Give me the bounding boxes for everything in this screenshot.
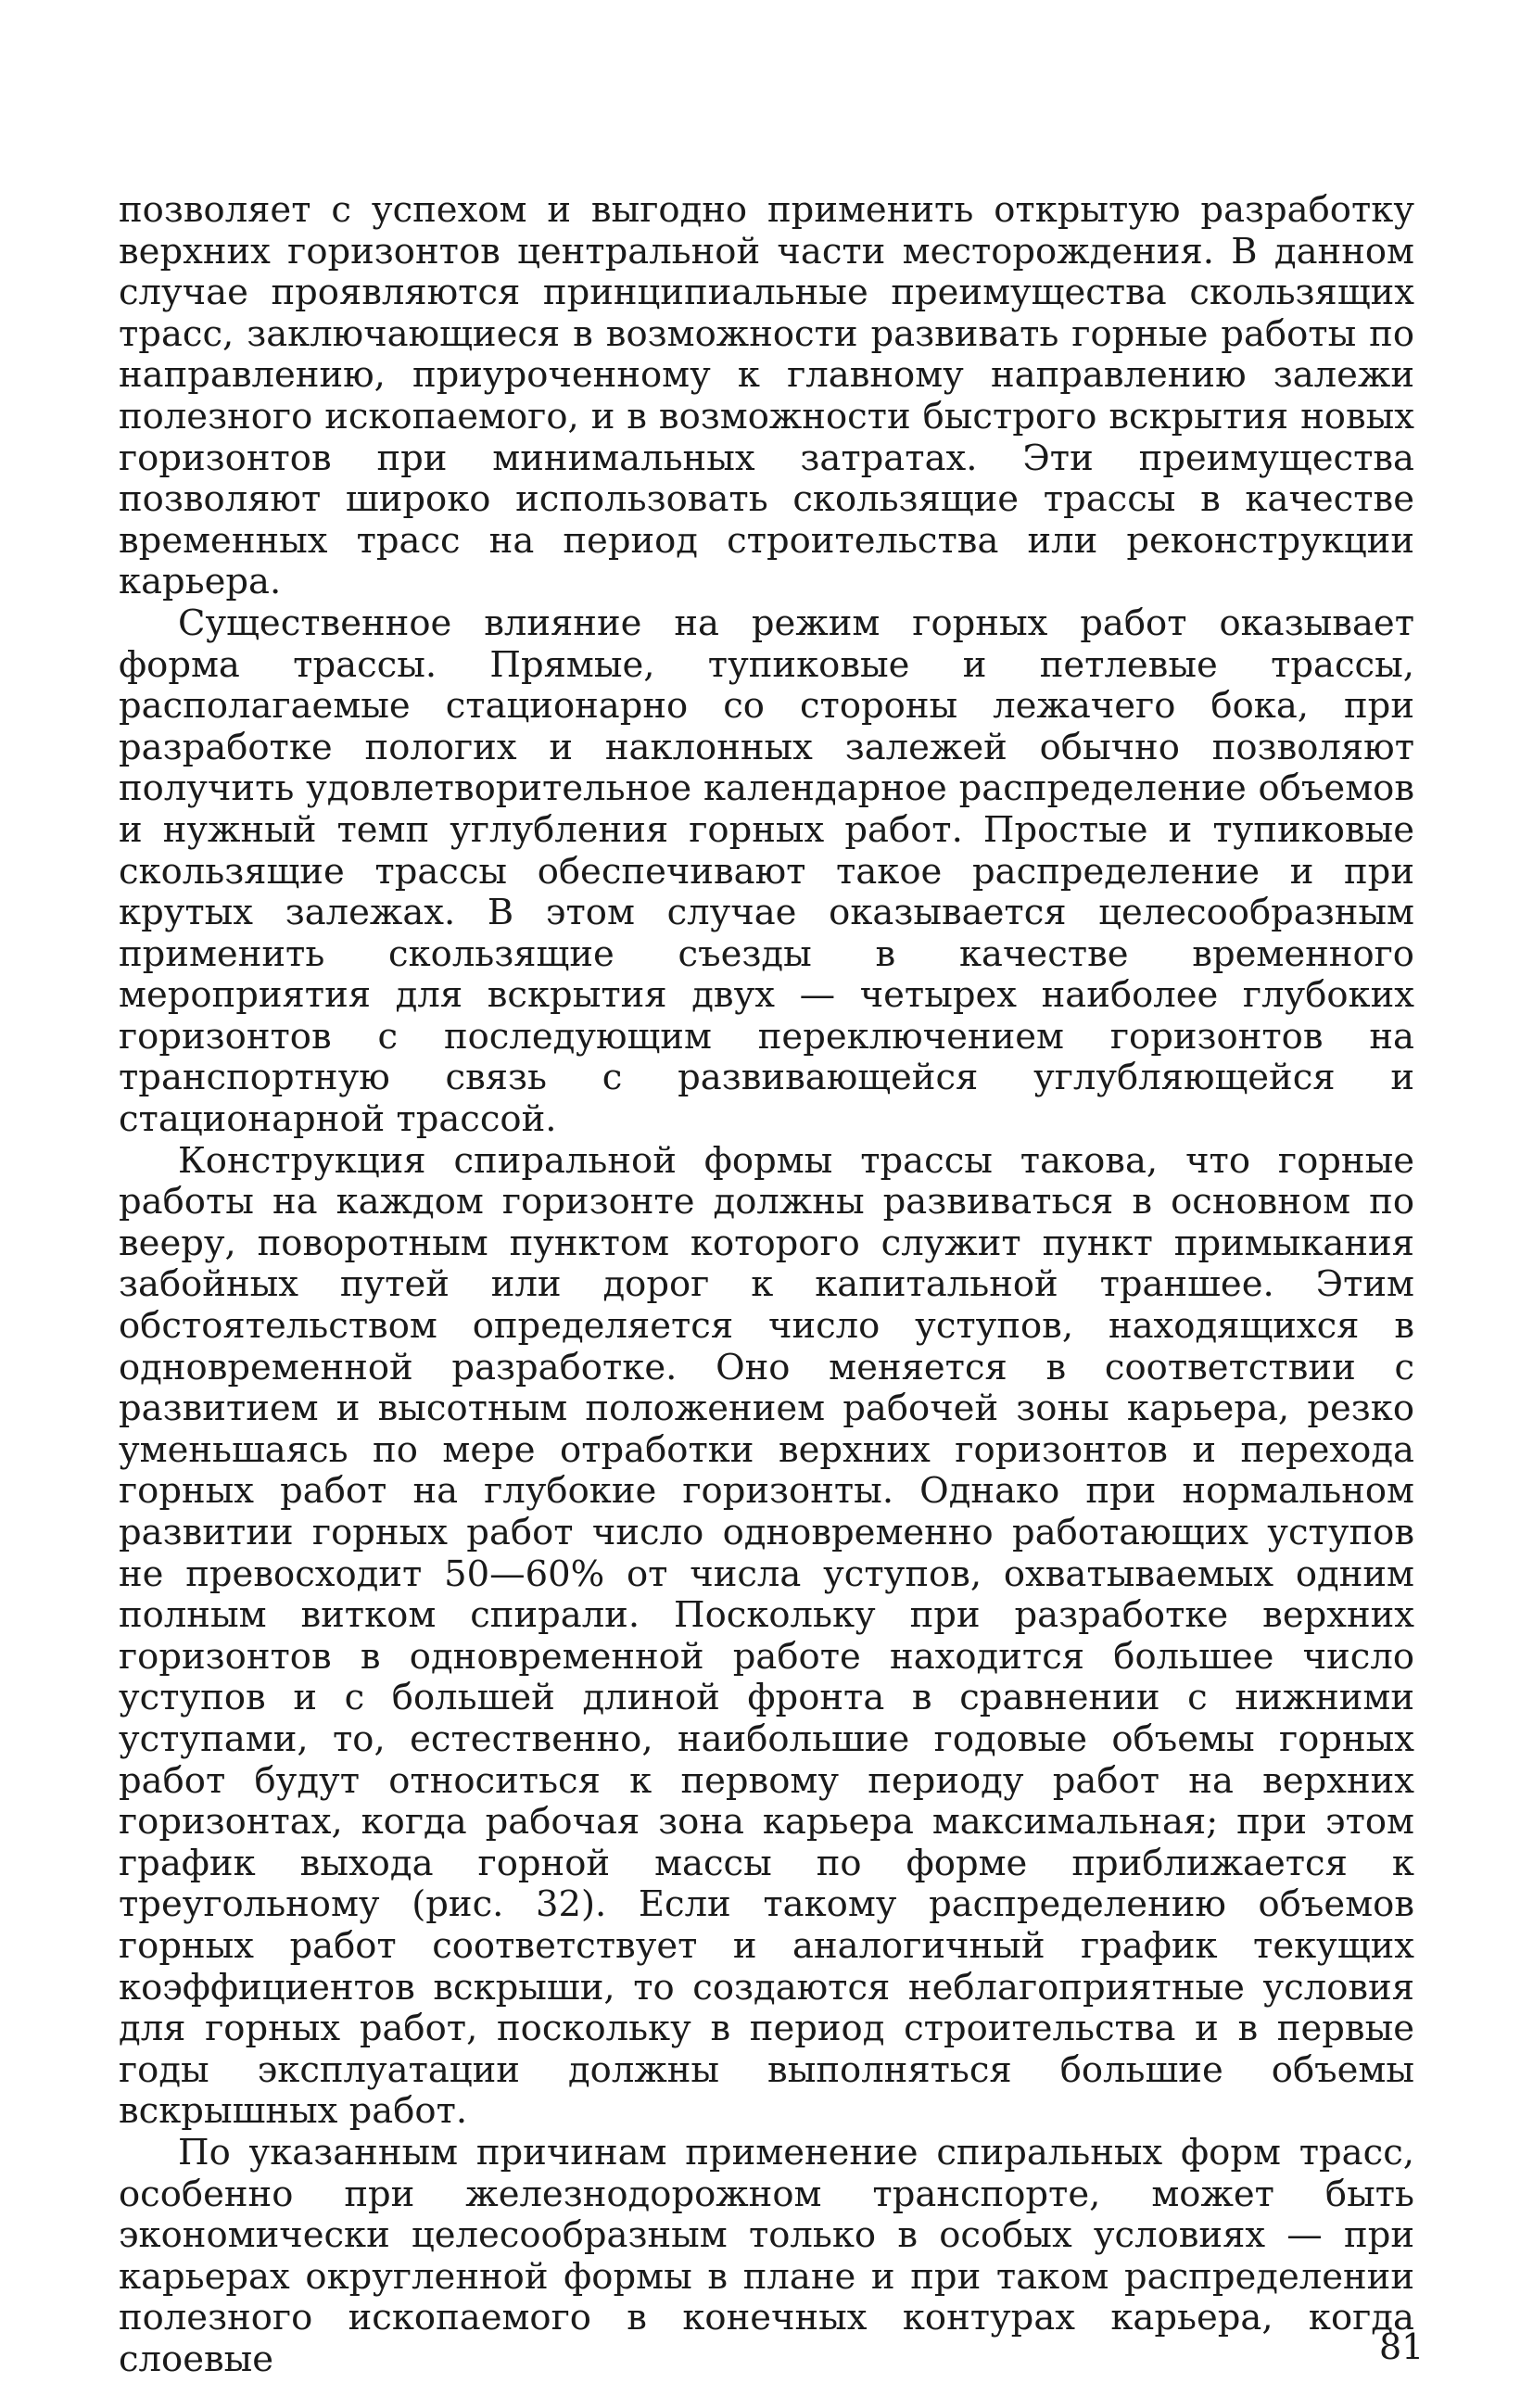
page-number: 81 <box>1379 2326 1425 2367</box>
paragraph-trace-form: Существенное влияние на режим горных работ оказывает форма трассы. Прямые, тупиковые и петлевые трассы, располагаемые стационарно со стороны лежачего бока, при разработке пологих и наклонных залежей обычно позволяют получить удовлетворительное календарное распределение объемов и нужный темп углубления горных работ. Простые и тупиковые скользящие трассы обеспечивают такое распределение и при крутых залежах. В этом случае оказывается целесообразным применить скользящие съезды в качестве временного мероприятия для вскрытия двух — четырех наиболее глубоких горизонтов с последующим переключением горизонтов на транспортную связь с развивающейся углубляющейся и стационарной трассой. <box>119 602 1414 1141</box>
page-body <box>119 190 1414 2380</box>
paragraph-conclusion: По указанным причинам применение спиральных форм трасс, особенно при железнодорожном транспорте, может быть экономически целесообразным только в особых условиях — при карьерах округленной формы в плане и при таком распределении полезного ископаемого в конечных контурах карьера, когда слоевые <box>119 2131 1414 2380</box>
paragraph-spiral-design: Конструкция спиральной формы трассы такова, что горные работы на каждом горизонте должны развиваться в основном по вееру, поворотным пунктом которого служит пункт примыкания забойных путей или дорог к капитальной траншее. Этим обстоятельством определяется число уступов, находящихся в одновременной разработке. Оно меняется в соответствии с развитием и высотным положением рабочей зоны карьера, резко уменьшаясь по мере отработки верхних горизонтов и перехода горных работ на глубокие горизонты. Однако при нормальном развитии горных работ число одновременно работающих уступов не превосходит 50—60% от числа уступов, охватываемых одним полным витком спирали. Поскольку при разработке верхних горизонтов в одновременной работе находится большее число уступов и с большей длиной фронта в сравнении с нижними уступами, то, естественно, наибольшие годовые объемы горных работ будут относиться к первому периоду работ на верхних горизонтах, когда рабочая зона карьера максимальная; при этом график выхода горной массы по форме приближается к треугольному (рис. 32). Если такому распределению объемов горных работ соответствует и аналогичный график текущих коэффициентов вскрыши, то создаются неблагоприятные условия для горных работ, поскольку в период строительства и в первые годы эксплуатации должны выполняться большие объемы вскрышных работ. <box>119 1139 1414 2133</box>
paragraph-continuation: позволяет с успехом и выгодно применить открытую разработку верхних горизонтов центральной части месторождения. В данном случае проявляются принципиальные преимущества скользящих трасс, заключающиеся в возможности развивать горные работы по направлению, приуроченному к главному направлению залежи полезного ископаемого, и в возможности быстрого вскрытия новых горизонтов при минимальных затратах. Эти преимущества позволяют широко использовать скользящие трассы в качестве временных трасс на период строительства или реконструкции карьера. <box>119 189 1414 603</box>
